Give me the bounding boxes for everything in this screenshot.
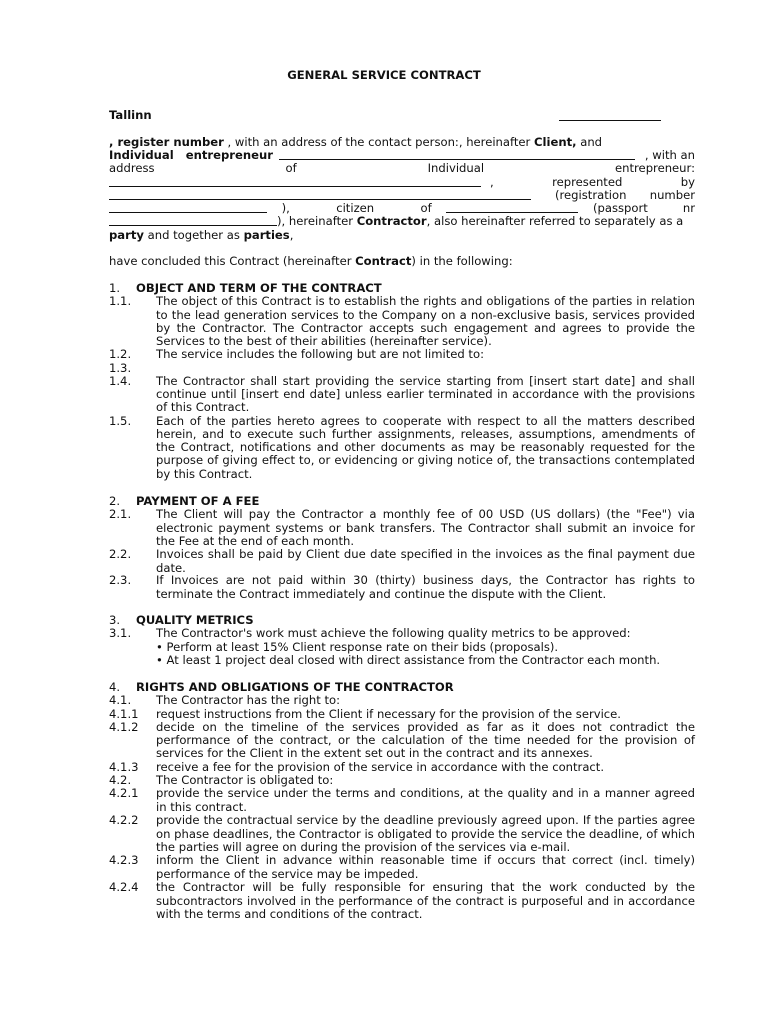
section-heading xyxy=(109,282,695,295)
clause xyxy=(109,548,695,574)
party-label: party xyxy=(109,228,144,242)
blank-line xyxy=(446,202,578,213)
clause-text: The Contractor's work must achieve the following quality metrics to be approved: xyxy=(156,626,631,641)
clause xyxy=(109,787,695,814)
section-heading xyxy=(109,681,695,694)
clause xyxy=(109,295,695,348)
parties-text: , also hereinafter referred to separately as a xyxy=(426,214,684,228)
parties-text: (passport nr xyxy=(592,201,695,215)
clause-number: 1.4. xyxy=(109,373,132,388)
clause xyxy=(109,574,695,601)
clause-text: Invoices shall be paid by Client due date specified in the invoices as the final payment due date. xyxy=(156,547,695,575)
clause xyxy=(109,508,695,548)
clause-text: The Contractor has the right to: xyxy=(156,693,341,708)
clause-text: provide the service under the terms and conditions, at the quality and in a manner agreed in this contract. xyxy=(156,786,695,814)
section-title: PAYMENT OF A FEE xyxy=(136,494,260,508)
section-4 xyxy=(109,681,695,921)
clause xyxy=(109,721,695,761)
parties-text: (registration number xyxy=(555,188,695,202)
clause-number: 2.2. xyxy=(109,547,132,562)
clause xyxy=(109,708,695,721)
section-title: RIGHTS AND OBLIGATIONS OF THE CONTRACTOR xyxy=(136,680,454,694)
clause xyxy=(109,761,695,774)
clause xyxy=(109,694,695,707)
section-2 xyxy=(109,495,695,601)
clause-text: The Contractor is obligated to: xyxy=(156,773,334,788)
clause-number: 4.2.3 xyxy=(109,853,139,868)
clause-number: 4.2. xyxy=(109,773,132,788)
parties-text: ), citizen of xyxy=(281,201,432,215)
section-heading xyxy=(109,495,695,508)
blank-line xyxy=(109,215,277,226)
clause-text: provide the contractual service by the deadline previously agreed upon. If the parties agree on phase deadlines, the Contractor is obligated to provide the service the deadline, of which the parties will agree on during the provision of the services via e-mail. xyxy=(156,813,695,855)
clause-text: The Client will pay the Contractor a monthly fee of 00 USD (US dollars) (the "Fee") via electronic payment systems or bank transfers. The Contractor shall submit an invoice for the Fee at the end of each month. xyxy=(156,507,695,548)
parties-text: and xyxy=(576,135,603,149)
blank-line xyxy=(109,176,481,187)
clause-number: 1.3. xyxy=(109,360,132,375)
section-number: 3. xyxy=(109,613,121,627)
clause xyxy=(109,854,695,881)
clause-text: inform the Client in advance within reasonable time if occurs that correct (incl. timely) performance of the service may be impeded. xyxy=(156,853,695,881)
parties-line-8 xyxy=(109,229,695,242)
clause-text xyxy=(156,362,695,375)
section-1 xyxy=(109,282,695,481)
blank-line xyxy=(279,149,635,160)
section-title: OBJECT AND TERM OF THE CONTRACT xyxy=(136,281,382,295)
section-heading xyxy=(109,614,695,627)
register-number-label: , register number xyxy=(109,135,224,149)
clause xyxy=(109,415,695,481)
clause-number: 4.1. xyxy=(109,693,132,708)
section-title: QUALITY METRICS xyxy=(136,613,254,627)
parties-line-3: address of Individual entrepreneur: xyxy=(109,161,695,175)
clause-number: 1.2. xyxy=(109,347,132,362)
client-label: Client, xyxy=(534,135,577,149)
parties-line-7 xyxy=(109,215,695,228)
clause xyxy=(109,774,695,787)
clause-number: 1.5. xyxy=(109,413,132,428)
clause-text: If Invoices are not paid within 30 (thirty) business days, the Contractor has rights to terminate the Contract immediately and continue the dispute with the Client. xyxy=(156,573,695,601)
city: Tallinn xyxy=(109,108,152,122)
intro-text: have concluded this Contract (hereinafter xyxy=(109,254,356,268)
parties-text: , with an xyxy=(644,148,695,162)
contractor-label: Contractor xyxy=(356,214,427,228)
parties-text: ), hereinafter xyxy=(277,214,357,228)
individual-entrepreneur-label: Individual entrepreneur xyxy=(109,148,273,162)
date-blank-line xyxy=(559,120,661,121)
clause-text: the Contractor will be fully responsible for ensuring that the work conducted by the subcontractors involved in the performance of the contract is purposeful and in accordance with the terms and conditions of the contract. xyxy=(156,880,695,922)
clause xyxy=(109,348,695,361)
parties-text: and together as xyxy=(143,228,244,242)
blank-line xyxy=(109,189,531,200)
clause xyxy=(109,362,695,375)
clause xyxy=(109,627,695,640)
clause-text: The service includes the following but are not limited to: xyxy=(156,347,484,362)
clause-number: 4.2.1 xyxy=(109,786,139,801)
clause-text: decide on the timeline of the services provided as far as it does not contradict the performance of the contract, or the calculation of the time needed for the provision of services for the Client in the extent set out in the contract and its annexes. xyxy=(156,719,695,761)
clause-number: 4.1.1 xyxy=(109,706,139,721)
intro-text: ) in the following: xyxy=(411,254,513,268)
parties-label: parties xyxy=(243,228,290,242)
blank-line xyxy=(109,202,267,213)
clause-number: 2.1. xyxy=(109,507,132,522)
clause-text: receive a fee for the provision of the service in accordance with the contract. xyxy=(156,759,605,774)
bullet-item: • At least 1 project deal closed with direct assistance from the Contractor each month. xyxy=(156,652,661,667)
intro-paragraph xyxy=(109,255,695,268)
bullet-item: • Perform at least 15% Client response rate on their bids (proposals). xyxy=(156,639,559,654)
clause-number: 4.1.2 xyxy=(109,719,139,734)
clause-number: 3.1. xyxy=(109,626,132,641)
section-3 xyxy=(109,614,695,667)
section-number: 2. xyxy=(109,494,121,508)
document-title: GENERAL SERVICE CONTRACT xyxy=(287,68,481,82)
contract-label: Contract xyxy=(355,254,412,268)
parties-text: , represented by xyxy=(490,175,695,189)
clause xyxy=(109,814,695,854)
clause-text: The Contractor shall start providing the service starting from [insert start date] and shall continue until [insert end date] unless earlier terminated in accordance with the provisions of this Contract. xyxy=(156,373,695,415)
clause-number: 2.3. xyxy=(109,573,132,588)
parties-text: , xyxy=(289,228,294,242)
clause-number: 4.1.3 xyxy=(109,759,139,774)
clause-text: Each of the parties hereto agrees to cooperate with respect to all the matters described herein, and to execute such further assignments, releases, assumptions, amendments of the Contract, notifications and other documents as may be reasonably requested for the purpose of giving effect to, or evidencing or giving notice of, the transactions contemplated by this Contract. xyxy=(156,413,695,481)
clause-number: 1.1. xyxy=(109,294,132,309)
clause xyxy=(109,375,695,415)
clause xyxy=(109,881,695,921)
parties-text: , with an address of the contact person:, hereinafter xyxy=(223,135,535,149)
clause-text: request instructions from the Client if necessary for the provision of the service. xyxy=(156,706,621,721)
clause-number: 4.2.4 xyxy=(109,880,139,895)
clause-text: The object of this Contract is to establish the rights and obligations of the parties in relation to the lead generation services to the Company on a non-exclusive basis, services provided by the Contractor. The Contractor accepts such engagement and agrees to provide the Services to the best of their abilities (hereinafter service). xyxy=(156,294,695,349)
clause-number: 4.2.2 xyxy=(109,813,139,828)
section-number: 1. xyxy=(109,281,121,295)
section-number: 4. xyxy=(109,680,121,694)
